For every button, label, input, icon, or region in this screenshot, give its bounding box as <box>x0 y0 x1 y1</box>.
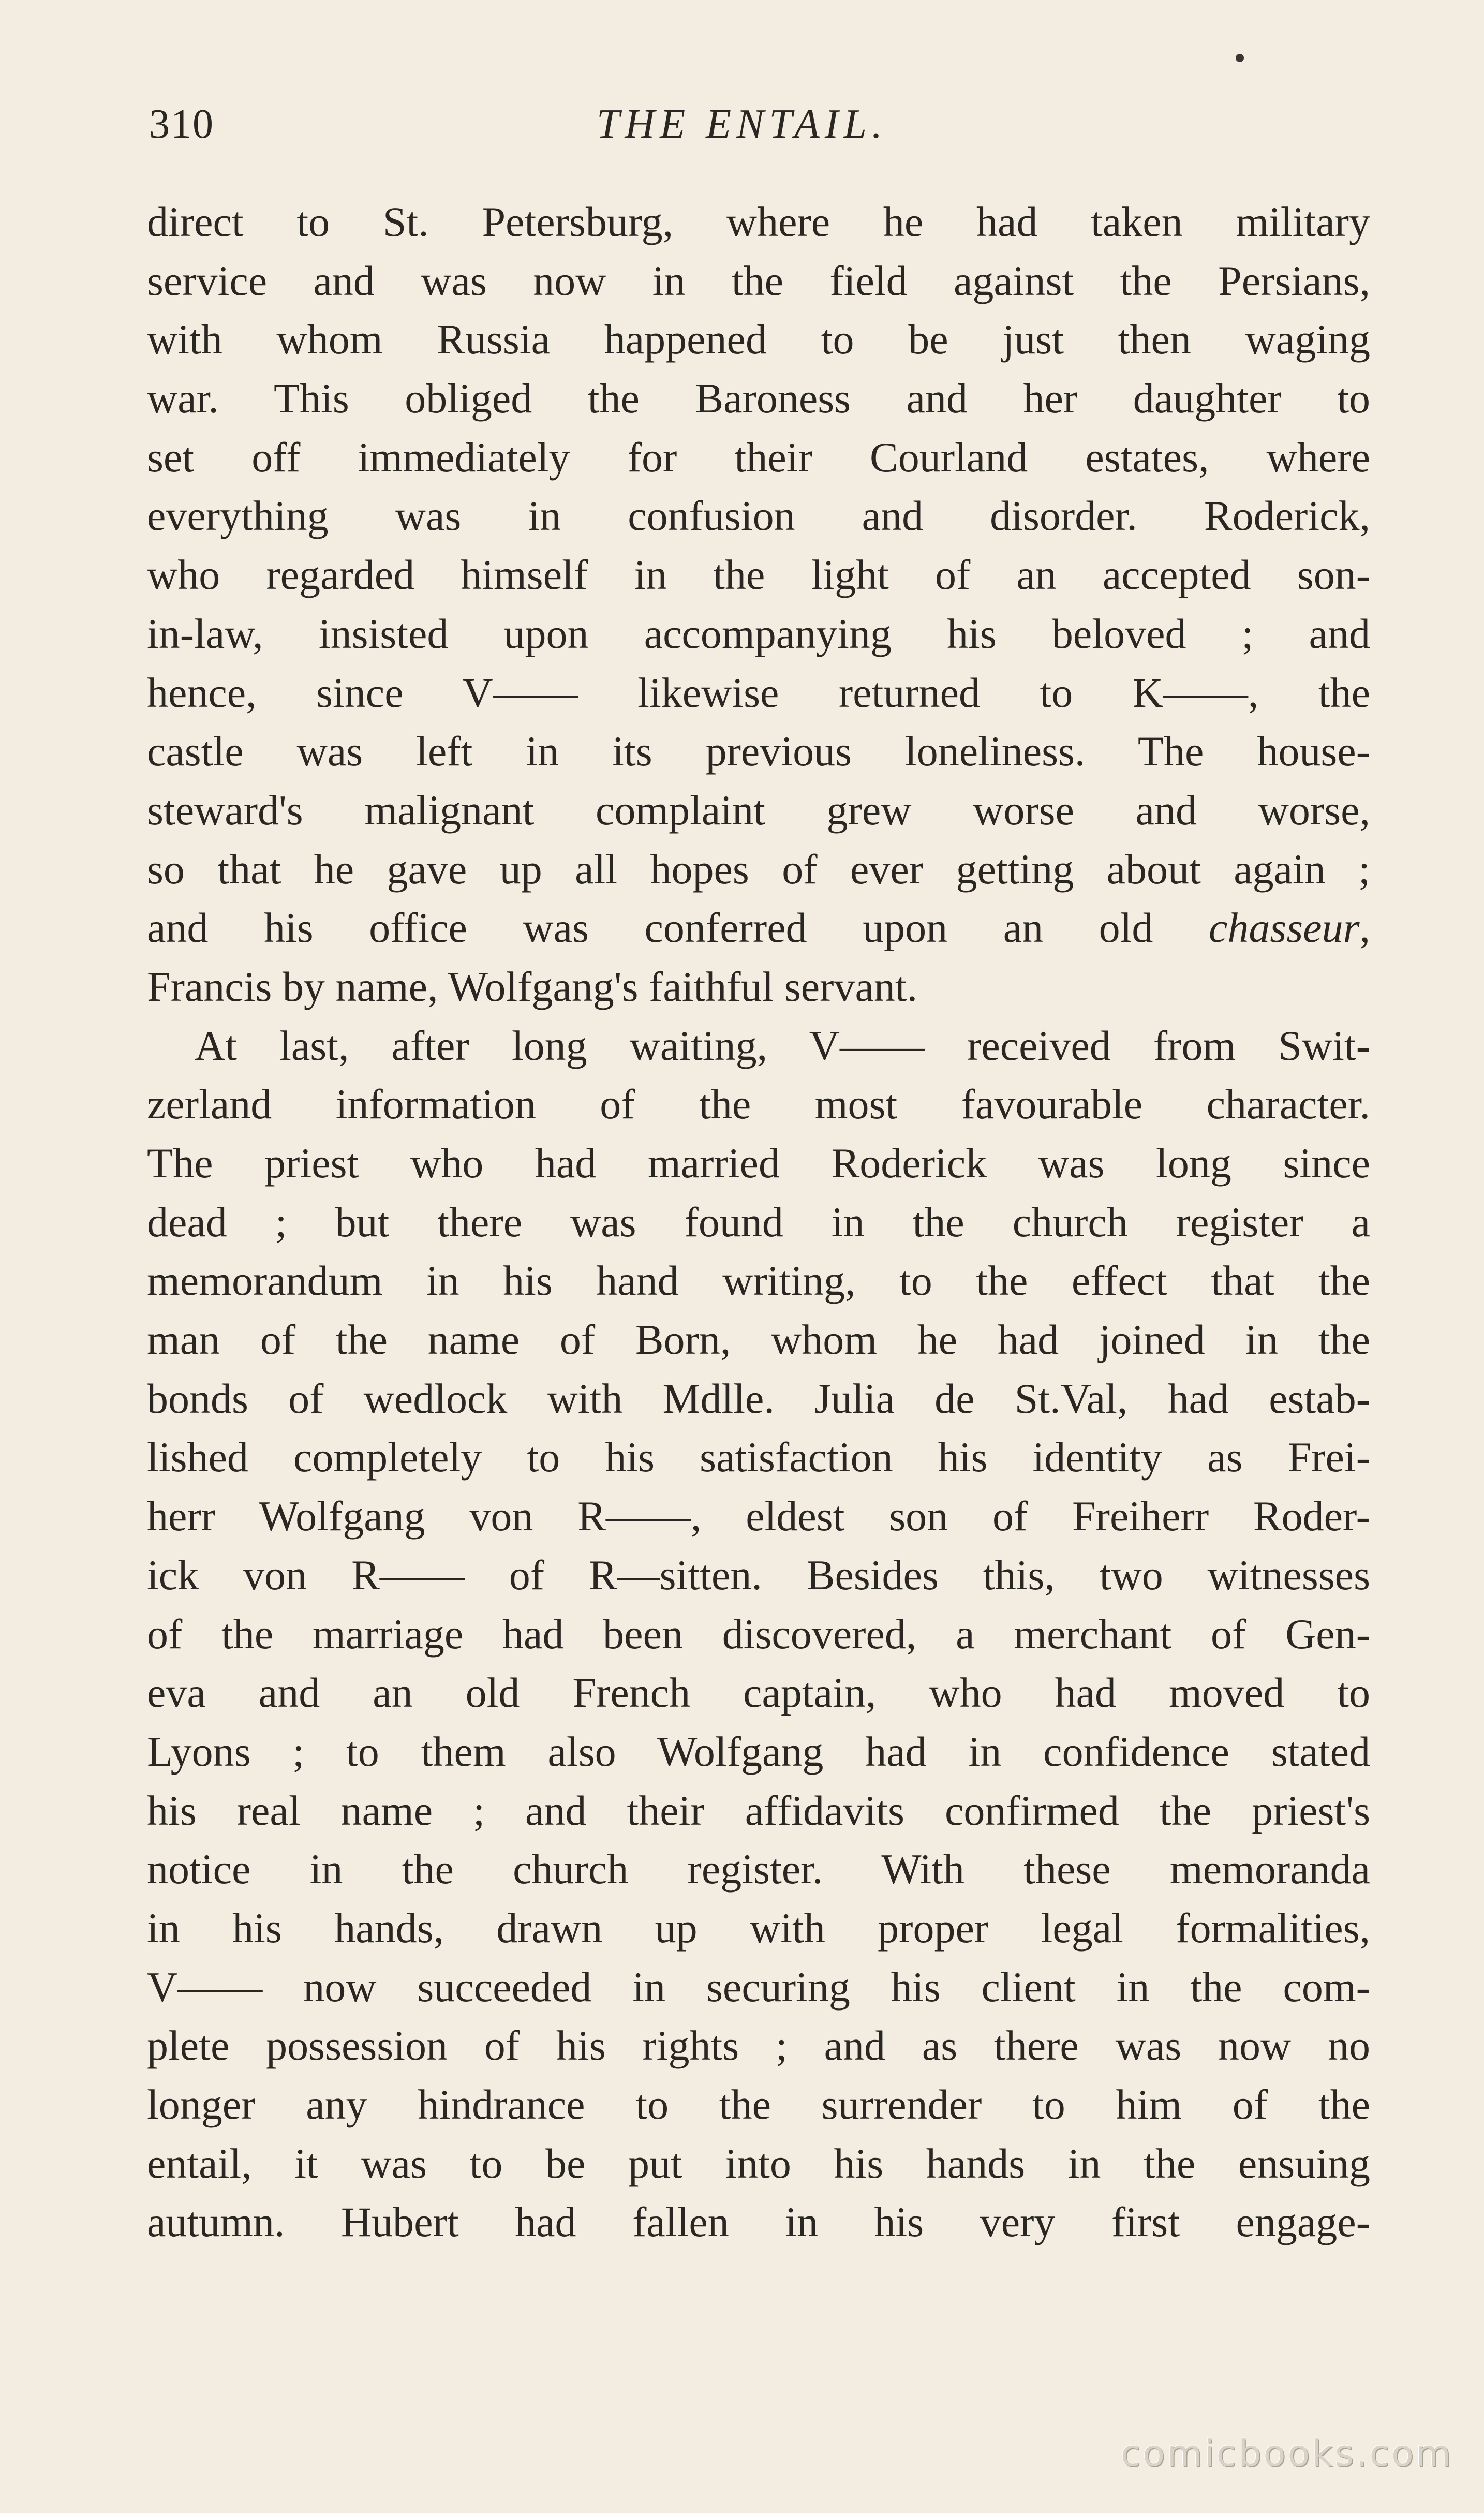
italic-word: chasseur <box>1208 904 1360 952</box>
text-line <box>147 310 1370 369</box>
text-line <box>147 1840 1370 1899</box>
text-line <box>147 1016 1370 1075</box>
text-line <box>147 545 1370 604</box>
text-line <box>147 2134 1370 2193</box>
text-line-content: Lyons ; to them also Wolfgang had in confidence stated <box>147 1727 1370 1775</box>
text-line-content: bonds of wedlock with Mdlle. Julia de St.Val, had estab- <box>147 1374 1370 1422</box>
text-line-content: in his hands, drawn up with proper legal formalities, <box>147 1904 1370 1952</box>
text-line <box>147 1546 1370 1605</box>
text-line <box>147 2016 1370 2075</box>
text-line <box>147 663 1370 722</box>
text-line-content: entail, it was to be put into his hands in the ensuing <box>147 2139 1370 2187</box>
text-line-content: of the marriage had been discovered, a merchant of Gen- <box>147 1610 1370 1658</box>
text-line-content: war. This obliged the Baroness and her daughter to <box>147 375 1370 422</box>
text-line-content: V—— now succeeded in securing his client in the com- <box>147 1963 1370 2011</box>
text-line-content: At last, after long waiting, V—— received from Swit- <box>195 1022 1370 1069</box>
text-line <box>147 1958 1370 2017</box>
text-line-content: plete possession of his rights ; and as there was now no <box>147 2022 1370 2069</box>
text-line-content: autumn. Hubert had fallen in his very first engage- <box>147 2198 1370 2246</box>
running-title: THE ENTAIL. <box>597 101 887 147</box>
text-line-content: longer any hindrance to the surrender to him of the <box>147 2081 1370 2128</box>
text-line-content: dead ; but there was found in the church register a <box>147 1198 1370 1246</box>
text-line-content: ick von R—— of R—sitten. Besides this, two witnesses <box>147 1551 1370 1599</box>
text-line <box>147 957 1370 1016</box>
text-line-content: hence, since V—— likewise returned to K——, the <box>147 669 1370 716</box>
text-line <box>147 1075 1370 1134</box>
text-line-content: memorandum in his hand writing, to the effect that the <box>147 1257 1370 1305</box>
text-line <box>147 1899 1370 1958</box>
text-line <box>147 1605 1370 1664</box>
text-line-content: his real name ; and their affidavits confirmed the priest's <box>147 1786 1370 1834</box>
text-line <box>147 1428 1370 1487</box>
text-line <box>147 781 1370 840</box>
text-line <box>147 604 1370 663</box>
text-line-content: and his office was conferred upon an old <box>147 904 1209 952</box>
text-line <box>147 1310 1370 1369</box>
text-line-content: man of the name of Born, whom he had joined in the <box>147 1316 1370 1364</box>
text-line <box>147 193 1370 252</box>
text-line <box>147 369 1370 428</box>
text-line <box>147 1369 1370 1428</box>
text-line-content: Francis by name, Wolfgang's faithful servant. <box>147 963 918 1010</box>
text-line <box>147 428 1370 487</box>
text-line-content: with whom Russia happened to be just then waging <box>147 316 1370 363</box>
text-line-content: everything was in confusion and disorder. Roderick, <box>147 492 1370 540</box>
text-line-content: who regarded himself in the light of an accepted son- <box>147 551 1370 599</box>
text-line <box>147 1134 1370 1193</box>
text-line <box>147 840 1370 899</box>
text-line-content: steward's malignant complaint grew worse and worse, <box>147 786 1370 834</box>
body-text <box>147 193 1370 2252</box>
text-line <box>147 1251 1370 1310</box>
text-line-content: service and was now in the field against the Persians, <box>147 257 1370 304</box>
text-line-content: herr Wolfgang von R——, eldest son of Freiherr Roder- <box>147 1492 1370 1540</box>
text-line-content: direct to St. Petersburg, where he had taken military <box>147 198 1370 245</box>
text-line-content: in-law, insisted upon accompanying his beloved ; and <box>147 610 1370 657</box>
page-number: 310 <box>149 101 214 147</box>
ink-speck <box>1236 54 1244 62</box>
text-line <box>147 2193 1370 2252</box>
text-line <box>147 1663 1370 1722</box>
text-line-content: The priest who had married Roderick was long since <box>147 1140 1370 1187</box>
text-line <box>147 486 1370 545</box>
text-line <box>147 1722 1370 1781</box>
text-line-content: eva and an old French captain, who had moved to <box>147 1669 1370 1717</box>
text-line-content: set off immediately for their Courland estates, where <box>147 433 1370 481</box>
text-line <box>147 1781 1370 1840</box>
text-line <box>147 898 1370 957</box>
text-line-content: zerland information of the most favourable character. <box>147 1081 1370 1128</box>
text-line-content: so that he gave up all hopes of ever getting about again ; <box>147 845 1370 893</box>
text-line-content: castle was left in its previous loneliness. The house- <box>147 728 1370 775</box>
text-line-content: lished completely to his satisfaction his identity as Frei- <box>147 1433 1370 1481</box>
text-line <box>147 1193 1370 1252</box>
text-line <box>147 1487 1370 1546</box>
text-line-content: notice in the church register. With these memoranda <box>147 1845 1370 1893</box>
trailing-punctuation: , <box>1359 904 1370 952</box>
text-line <box>147 722 1370 781</box>
text-line <box>147 2075 1370 2134</box>
watermark: comicbooks.com <box>1120 2432 1453 2475</box>
text-line <box>147 252 1370 311</box>
